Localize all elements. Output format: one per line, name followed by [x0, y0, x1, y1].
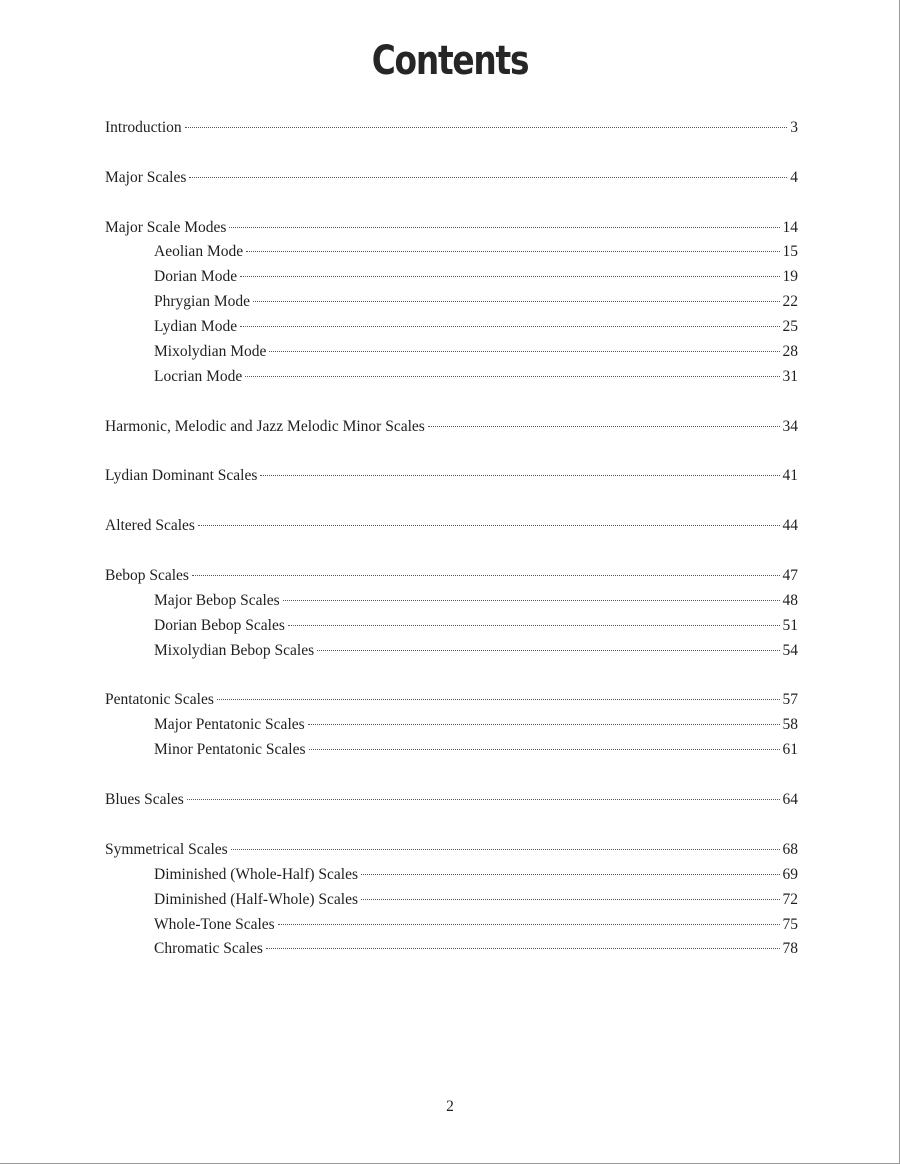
toc-entry-label: Bebop Scales — [105, 567, 189, 585]
dot-leader — [189, 177, 787, 178]
dot-leader — [288, 625, 780, 626]
toc-subentry — [105, 240, 798, 265]
toc-entry-label: Symmetrical Scales — [105, 840, 228, 858]
toc-entry-page: 14 — [782, 218, 798, 236]
toc-subentry — [105, 614, 798, 639]
toc-entry-label: Lydian Mode — [154, 318, 238, 336]
dot-leader — [253, 301, 779, 302]
dot-leader — [217, 699, 780, 700]
toc-entry-page: 57 — [782, 691, 798, 709]
toc-entry-label: Major Bebop Scales — [154, 591, 280, 609]
toc-entry-label: Major Scales — [105, 168, 187, 186]
toc-entry-label: Dorian Mode — [154, 268, 238, 286]
toc-entry-label: Dorian Bebop Scales — [154, 616, 285, 634]
table-of-contents — [105, 116, 798, 962]
dot-leader — [187, 799, 780, 800]
toc-entry-page: 25 — [782, 318, 798, 336]
dot-leader — [266, 948, 780, 949]
toc-entry-page: 15 — [782, 243, 798, 261]
toc-entry — [105, 216, 798, 241]
toc-entry-page: 75 — [782, 915, 798, 933]
toc-entry-label: Minor Pentatonic Scales — [154, 741, 306, 759]
toc-entry-page: 44 — [782, 517, 798, 535]
toc-entry-page: 22 — [782, 293, 798, 311]
toc-entry-label: Whole-Tone Scales — [154, 915, 275, 933]
toc-subentry — [105, 265, 798, 290]
toc-entry-page: 64 — [782, 791, 798, 809]
dot-leader — [283, 600, 780, 601]
dot-leader — [260, 475, 779, 476]
dot-leader — [428, 426, 780, 427]
toc-entry-page: 34 — [782, 417, 798, 435]
toc-subentry — [105, 315, 798, 340]
toc-entry — [105, 415, 798, 440]
toc-entry-page: 19 — [782, 268, 798, 286]
dot-leader — [229, 227, 779, 228]
toc-entry-page: 3 — [790, 119, 798, 136]
dot-leader — [245, 376, 779, 377]
toc-entry — [105, 116, 798, 141]
toc-entry-label: Introduction — [105, 119, 182, 136]
dot-leader — [309, 749, 780, 750]
toc-entry-page: 54 — [782, 641, 798, 659]
toc-entry-label: Chromatic Scales — [154, 940, 263, 958]
toc-subentry — [105, 888, 798, 913]
dot-leader — [192, 575, 780, 576]
toc-subentry — [105, 913, 798, 938]
dot-leader — [198, 525, 780, 526]
toc-entry-label: Locrian Mode — [154, 367, 243, 385]
toc-entry-page: 69 — [782, 865, 798, 883]
toc-entry-page: 48 — [782, 591, 798, 609]
toc-subentry — [105, 290, 798, 315]
dot-leader — [317, 650, 779, 651]
toc-subentry — [105, 340, 798, 365]
toc-entry-label: Phrygian Mode — [154, 293, 251, 311]
toc-subentry — [105, 937, 798, 962]
dot-leader — [240, 326, 779, 327]
toc-entry-page: 58 — [782, 716, 798, 734]
toc-subentry — [105, 738, 798, 763]
toc-entry-label: Mixolydian Bebop Scales — [154, 641, 315, 659]
toc-entry-page: 31 — [782, 367, 798, 385]
dot-leader — [361, 899, 779, 900]
toc-entry-page: 72 — [782, 890, 798, 908]
dot-leader — [240, 276, 779, 277]
toc-entry-page: 61 — [782, 741, 798, 759]
toc-subentry — [105, 589, 798, 614]
page-title: Contents — [371, 38, 529, 84]
toc-entry — [105, 688, 798, 713]
dot-leader — [278, 924, 780, 925]
toc-subentry — [105, 639, 798, 664]
toc-entry-label: Altered Scales — [105, 517, 195, 535]
toc-entry-page: 41 — [782, 467, 798, 485]
toc-entry — [105, 514, 798, 539]
toc-entry-label: Diminished (Half-Whole) Scales — [154, 890, 359, 908]
toc-entry-page: 51 — [782, 616, 798, 634]
toc-entry-label: Major Pentatonic Scales — [154, 716, 305, 734]
toc-entry-page: 28 — [782, 343, 798, 361]
toc-entry-label: Mixolydian Mode — [154, 343, 267, 361]
toc-entry — [105, 166, 798, 191]
toc-entry-label: Lydian Dominant Scales — [105, 467, 258, 485]
dot-leader — [269, 351, 779, 352]
dot-leader — [361, 874, 779, 875]
toc-entry-label: Major Scale Modes — [105, 218, 227, 236]
toc-subentry — [105, 863, 798, 888]
toc-subentry — [105, 365, 798, 390]
dot-leader — [231, 849, 780, 850]
toc-entry-page: 47 — [782, 567, 798, 585]
dot-leader — [308, 724, 780, 725]
toc-entry-page: 4 — [790, 168, 798, 186]
toc-entry — [105, 564, 798, 589]
toc-entry — [105, 838, 798, 863]
toc-entry-page: 68 — [782, 840, 798, 858]
toc-entry — [105, 788, 798, 813]
page-number: 2 — [446, 1098, 454, 1115]
toc-entry-label: Diminished (Whole-Half) Scales — [154, 865, 359, 883]
dot-leader — [246, 251, 779, 252]
toc-entry-label: Harmonic, Melodic and Jazz Melodic Minor Scales — [105, 417, 425, 435]
toc-entry-page: 78 — [782, 940, 798, 958]
toc-entry-label: Aeolian Mode — [154, 243, 244, 261]
toc-subentry — [105, 713, 798, 738]
toc-entry-label: Blues Scales — [105, 791, 184, 809]
dot-leader — [185, 127, 788, 128]
toc-entry — [105, 464, 798, 489]
toc-entry-label: Pentatonic Scales — [105, 691, 214, 709]
